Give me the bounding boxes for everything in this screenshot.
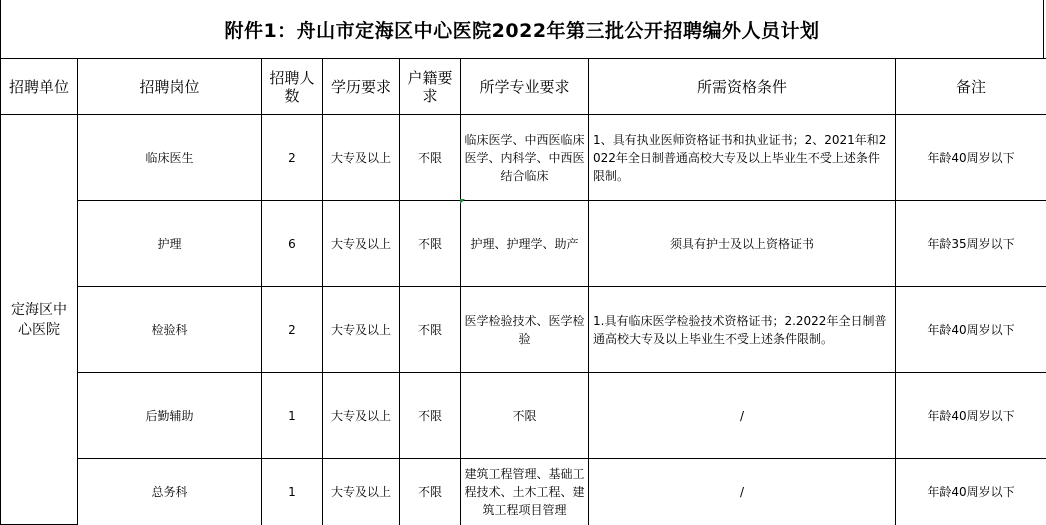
header-remark[interactable]: 备注 xyxy=(896,59,1046,115)
cell-major[interactable]: 不限 xyxy=(461,373,589,459)
header-qualification[interactable]: 所需资格条件 xyxy=(589,59,896,115)
cell-count[interactable]: 2 xyxy=(262,287,323,373)
header-position[interactable]: 招聘岗位 xyxy=(78,59,262,115)
cell-remark[interactable]: 年龄40周岁以下 xyxy=(896,287,1046,373)
table-row xyxy=(1,459,1046,525)
cell-education[interactable]: 大专及以上 xyxy=(323,373,400,459)
cell-remark[interactable]: 年龄40周岁以下 xyxy=(896,115,1046,201)
cell-qualification[interactable]: 1.具有临床医学检验技术资格证书；2.2022年全日制普通高校大专及以上毕业生不受上述条件限制。 xyxy=(589,287,896,373)
cell-major[interactable]: 护理、护理学、助产 xyxy=(461,201,589,287)
comment-indicator-icon xyxy=(460,199,465,204)
header-education[interactable]: 学历要求 xyxy=(323,59,400,115)
cell-qualification[interactable]: 1、具有执业医师资格证书和执业证书；2、2021年和2022年全日制普通高校大专及以上毕业生不受上述条件限制。 xyxy=(589,115,896,201)
cell-hukou[interactable]: 不限 xyxy=(400,115,461,201)
cell-position[interactable]: 总务科 xyxy=(78,459,262,525)
cell-position[interactable]: 后勤辅助 xyxy=(78,373,262,459)
cell-hukou[interactable]: 不限 xyxy=(400,373,461,459)
cell-position[interactable]: 护理 xyxy=(78,201,262,287)
cell-education[interactable]: 大专及以上 xyxy=(323,115,400,201)
cell-hukou[interactable]: 不限 xyxy=(400,201,461,287)
cell-hukou[interactable]: 不限 xyxy=(400,459,461,525)
cell-qualification[interactable]: / xyxy=(589,459,896,525)
header-count[interactable]: 招聘人数 xyxy=(262,59,323,115)
cell-remark[interactable]: 年龄40周岁以下 xyxy=(896,373,1046,459)
header-unit[interactable]: 招聘单位 xyxy=(1,59,78,115)
header-hukou[interactable]: 户籍要求 xyxy=(400,59,461,115)
cell-education[interactable]: 大专及以上 xyxy=(323,287,400,373)
cell-major[interactable]: 临床医学、中西医临床医学、内科学、中西医结合临床 xyxy=(461,115,589,201)
table-row xyxy=(1,115,1046,201)
cell-qualification[interactable]: / xyxy=(589,373,896,459)
recruitment-table xyxy=(0,58,1046,525)
header-row xyxy=(1,59,1046,115)
cell-position[interactable]: 临床医生 xyxy=(78,115,262,201)
cell-count[interactable]: 1 xyxy=(262,459,323,525)
table-row xyxy=(1,373,1046,459)
cell-hukou[interactable]: 不限 xyxy=(400,287,461,373)
cell-count[interactable]: 2 xyxy=(262,115,323,201)
table-row xyxy=(1,287,1046,373)
cell-education[interactable]: 大专及以上 xyxy=(323,201,400,287)
cell-count[interactable]: 1 xyxy=(262,373,323,459)
cell-remark[interactable]: 年龄40周岁以下 xyxy=(896,459,1046,525)
cell-count[interactable]: 6 xyxy=(262,201,323,287)
cell-education[interactable]: 大专及以上 xyxy=(323,459,400,525)
page-title: 附件1：舟山市定海区中心医院2022年第三批公开招聘编外人员计划 xyxy=(0,0,1044,58)
cell-unit[interactable]: 定海区中心医院 xyxy=(1,115,78,525)
cell-remark[interactable]: 年龄35周岁以下 xyxy=(896,201,1046,287)
cell-qualification[interactable]: 须具有护士及以上资格证书 xyxy=(589,201,896,287)
cell-position[interactable]: 检验科 xyxy=(78,287,262,373)
cell-major[interactable]: 建筑工程管理、基础工程技术、土木工程、建筑工程项目管理 xyxy=(461,459,589,525)
table-row xyxy=(1,201,1046,287)
header-major[interactable]: 所学专业要求 xyxy=(461,59,589,115)
cell-major[interactable]: 医学检验技术、医学检验 xyxy=(461,287,589,373)
